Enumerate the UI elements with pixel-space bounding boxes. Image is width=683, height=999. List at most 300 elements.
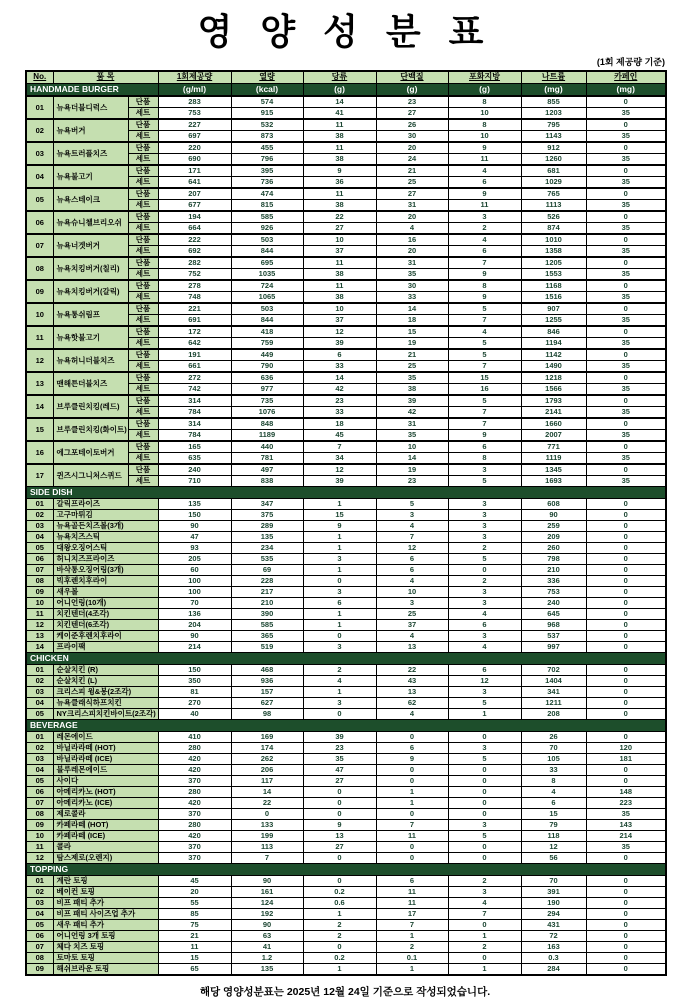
value-cell-4: 3 [448,631,521,642]
item-no: 01 [26,96,53,119]
value-cell-1: 135 [231,532,303,543]
value-cell-4: 3 [448,743,521,754]
value-cell-5: 15 [521,809,586,820]
value-cell-0: 748 [158,292,231,304]
value-cell-5: 1553 [521,269,586,281]
item-name: 새우 패티 추가 [53,920,158,931]
value-cell-5: 240 [521,598,586,609]
col-header-5: 단백질 [376,71,448,84]
item-no: 15 [26,418,53,441]
value-cell-6: 35 [586,108,666,120]
value-cell-0: 752 [158,269,231,281]
value-cell-2: 1 [303,532,376,543]
value-cell-1: 14 [231,787,303,798]
table-row [26,510,666,521]
value-cell-3: 11 [376,898,448,909]
value-cell-5: 907 [521,303,586,315]
value-cell-0: 150 [158,665,231,676]
value-cell-0: 136 [158,609,231,620]
value-cell-0: 100 [158,587,231,598]
value-cell-1: 217 [231,587,303,598]
table-row [26,831,666,842]
value-cell-6: 0 [586,920,666,931]
value-cell-4: 1 [448,964,521,976]
value-cell-0: 784 [158,430,231,442]
item-no: 08 [26,809,53,820]
value-cell-0: 207 [158,188,231,200]
table-row [26,887,666,898]
value-cell-1: 375 [231,510,303,521]
value-cell-1: 22 [231,798,303,809]
value-cell-4: 5 [448,338,521,350]
item-no: 03 [26,521,53,532]
value-cell-6: 35 [586,842,666,853]
value-cell-1: 418 [231,326,303,338]
value-cell-3: 5 [376,499,448,510]
value-cell-5: 997 [521,642,586,653]
value-cell-2: 47 [303,765,376,776]
value-cell-1: 157 [231,687,303,698]
table-row [26,587,666,598]
value-cell-1: 1076 [231,407,303,419]
value-cell-2: 0 [303,576,376,587]
item-name: 뉴욕스테이크 [53,188,128,211]
variant-label: 단품 [128,395,158,407]
value-cell-1: 497 [231,464,303,476]
value-cell-0: 280 [158,820,231,831]
value-cell-2: 9 [303,820,376,831]
value-cell-6: 35 [586,338,666,350]
value-cell-3: 13 [376,642,448,653]
value-cell-2: 33 [303,361,376,373]
value-cell-6: 0 [586,418,666,430]
value-cell-1: 1065 [231,292,303,304]
item-no: 01 [26,665,53,676]
section-header-row [26,84,666,97]
item-name: 케이준후렌치후라이 [53,631,158,642]
value-cell-3: 15 [376,326,448,338]
value-cell-3: 42 [376,407,448,419]
value-cell-6: 0 [586,876,666,887]
value-cell-5: 1490 [521,361,586,373]
variant-label: 세트 [128,338,158,350]
item-no: 09 [26,280,53,303]
table-row [26,743,666,754]
value-cell-2: 2 [303,920,376,931]
value-cell-6: 0 [586,931,666,942]
value-cell-1: 936 [231,676,303,687]
value-cell-6: 0 [586,709,666,720]
value-cell-3: 25 [376,609,448,620]
value-cell-5: 6 [521,798,586,809]
item-name: 뉴욕버거 [53,119,128,142]
value-cell-3: 19 [376,338,448,350]
value-cell-0: 641 [158,177,231,189]
item-name: 뉴욕클래식하프치킨 [53,698,158,709]
value-cell-1: 117 [231,776,303,787]
value-cell-3: 1 [376,798,448,809]
value-cell-0: 350 [158,676,231,687]
item-no: 09 [26,820,53,831]
value-cell-3: 25 [376,177,448,189]
variant-label: 세트 [128,223,158,235]
value-cell-2: 11 [303,188,376,200]
item-no: 05 [26,920,53,931]
item-name: 순살치킨 (L) [53,676,158,687]
value-cell-6: 0 [586,953,666,964]
value-cell-4: 3 [448,587,521,598]
item-no: 04 [26,165,53,188]
value-cell-4: 3 [448,820,521,831]
value-cell-4: 0 [448,920,521,931]
item-no: 14 [26,395,53,418]
value-cell-6: 0 [586,165,666,177]
section-title: CHICKEN [26,653,666,665]
value-cell-2: 39 [303,732,376,743]
variant-label: 단품 [128,119,158,131]
variant-label: 세트 [128,177,158,189]
value-cell-5: 1566 [521,384,586,396]
section-title: HANDMADE BURGER [26,84,158,97]
value-cell-6: 181 [586,754,666,765]
item-no: 01 [26,876,53,887]
value-cell-0: 47 [158,532,231,543]
value-cell-2: 10 [303,234,376,246]
value-cell-0: 194 [158,211,231,223]
item-no: 07 [26,942,53,953]
table-row [26,853,666,864]
value-cell-6: 143 [586,820,666,831]
item-name: 뉴욕슈니첼브리오쉬 [53,211,128,234]
value-cell-1: 695 [231,257,303,269]
value-cell-2: 0 [303,853,376,864]
value-cell-4: 1 [448,709,521,720]
table-row [26,565,666,576]
value-cell-0: 150 [158,510,231,521]
table-row [26,576,666,587]
table-row [26,942,666,953]
value-cell-2: 39 [303,338,376,350]
value-cell-1: 1189 [231,430,303,442]
value-cell-3: 14 [376,303,448,315]
col-header-item: 품 목 [53,71,158,84]
value-cell-0: 314 [158,395,231,407]
value-cell-5: 70 [521,743,586,754]
value-cell-3: 26 [376,119,448,131]
value-cell-1: 169 [231,732,303,743]
value-cell-5: 209 [521,532,586,543]
item-no: 06 [26,211,53,234]
value-cell-3: 31 [376,200,448,212]
value-cell-1: 228 [231,576,303,587]
value-cell-5: 846 [521,326,586,338]
value-cell-4: 7 [448,407,521,419]
variant-label: 세트 [128,384,158,396]
value-cell-4: 0 [448,765,521,776]
value-cell-3: 27 [376,108,448,120]
value-cell-1: 455 [231,142,303,154]
nutrition-table [25,70,667,976]
value-cell-1: 781 [231,453,303,465]
value-cell-1: 926 [231,223,303,235]
value-cell-5: 391 [521,887,586,898]
value-cell-6: 35 [586,154,666,166]
value-cell-0: 220 [158,142,231,154]
table-row [26,543,666,554]
section-header-row [26,487,666,499]
value-cell-5: 537 [521,631,586,642]
value-cell-6: 0 [586,909,666,920]
value-cell-2: 23 [303,743,376,754]
value-cell-1: 724 [231,280,303,292]
value-cell-2: 33 [303,407,376,419]
item-no: 09 [26,587,53,598]
value-cell-2: 0 [303,709,376,720]
value-cell-1: 289 [231,521,303,532]
value-cell-5: 1660 [521,418,586,430]
value-cell-0: 191 [158,349,231,361]
value-cell-0: 280 [158,743,231,754]
value-cell-6: 35 [586,292,666,304]
value-cell-6: 223 [586,798,666,809]
value-cell-0: 420 [158,765,231,776]
table-row [26,709,666,720]
variant-label: 단품 [128,257,158,269]
value-cell-5: 70 [521,876,586,887]
value-cell-4: 7 [448,315,521,327]
variant-label: 세트 [128,361,158,373]
value-cell-2: 34 [303,453,376,465]
value-cell-6: 0 [586,665,666,676]
value-cell-0: 60 [158,565,231,576]
value-cell-0: 20 [158,887,231,898]
value-cell-3: 10 [376,441,448,453]
value-cell-4: 12 [448,676,521,687]
value-cell-5: 1205 [521,257,586,269]
value-cell-5: 1345 [521,464,586,476]
value-cell-2: 27 [303,842,376,853]
value-cell-0: 692 [158,246,231,258]
value-cell-1: 133 [231,820,303,831]
value-cell-2: 1 [303,620,376,631]
item-no: 08 [26,257,53,280]
item-no: 07 [26,798,53,809]
item-no: 03 [26,142,53,165]
value-cell-3: 11 [376,887,448,898]
variant-label: 단품 [128,165,158,177]
variant-label: 단품 [128,280,158,292]
value-cell-2: 12 [303,326,376,338]
value-cell-6: 0 [586,96,666,108]
item-name: 아메리카노 (ICE) [53,798,158,809]
value-cell-2: 35 [303,754,376,765]
unit-label-3: (g) [376,84,448,97]
col-header-3: 열량 [231,71,303,84]
value-cell-6: 0 [586,303,666,315]
table-row [26,464,666,476]
value-cell-6: 0 [586,280,666,292]
value-cell-1: 636 [231,372,303,384]
item-name: 계란 토핑 [53,876,158,887]
value-cell-1: 532 [231,119,303,131]
value-cell-6: 0 [586,349,666,361]
value-cell-4: 6 [448,620,521,631]
value-cell-4: 4 [448,898,521,909]
value-cell-6: 35 [586,453,666,465]
value-cell-2: 36 [303,177,376,189]
value-cell-4: 3 [448,521,521,532]
value-cell-1: 192 [231,909,303,920]
value-cell-4: 6 [448,665,521,676]
value-cell-5: 1255 [521,315,586,327]
item-name: 뉴욕핫불고기 [53,326,128,349]
item-name: 고구마튀김 [53,510,158,521]
value-cell-6: 0 [586,576,666,587]
item-no: 04 [26,698,53,709]
value-cell-6: 0 [586,765,666,776]
value-cell-1: 535 [231,554,303,565]
value-cell-2: 11 [303,257,376,269]
value-cell-2: 0 [303,798,376,809]
value-cell-0: 420 [158,831,231,842]
value-cell-5: 608 [521,499,586,510]
table-row [26,372,666,384]
value-cell-6: 0 [586,631,666,642]
table-row [26,698,666,709]
variant-label: 세트 [128,154,158,166]
table-row [26,732,666,743]
serving-basis-note: (1회 제공량 기준) [596,57,665,68]
value-cell-6: 35 [586,246,666,258]
value-cell-0: 314 [158,418,231,430]
table-row [26,687,666,698]
value-cell-3: 13 [376,687,448,698]
table-row [26,754,666,765]
value-cell-4: 0 [448,809,521,820]
value-cell-6: 35 [586,361,666,373]
value-cell-3: 3 [376,510,448,521]
value-cell-6: 35 [586,315,666,327]
value-cell-6: 0 [586,964,666,976]
value-cell-3: 10 [376,587,448,598]
value-cell-6: 0 [586,510,666,521]
value-cell-5: 1404 [521,676,586,687]
table-row [26,418,666,430]
variant-label: 세트 [128,476,158,487]
table-row [26,188,666,200]
item-no: 05 [26,543,53,554]
value-cell-3: 6 [376,554,448,565]
value-cell-2: 13 [303,831,376,842]
value-cell-1: 206 [231,765,303,776]
value-cell-4: 1 [448,931,521,942]
value-cell-4: 3 [448,687,521,698]
value-cell-4: 7 [448,418,521,430]
value-cell-1: 735 [231,395,303,407]
value-cell-0: 90 [158,521,231,532]
value-cell-6: 0 [586,587,666,598]
value-cell-1: 124 [231,898,303,909]
value-cell-2: 1 [303,565,376,576]
item-name: 허니치즈프라이즈 [53,554,158,565]
item-no: 02 [26,676,53,687]
value-cell-2: 10 [303,303,376,315]
value-cell-1: 873 [231,131,303,143]
value-cell-2: 14 [303,96,376,108]
variant-label: 단품 [128,441,158,453]
item-no: 06 [26,787,53,798]
value-cell-4: 3 [448,499,521,510]
table-row [26,631,666,642]
value-cell-4: 0 [448,776,521,787]
value-cell-0: 677 [158,200,231,212]
value-cell-0: 93 [158,543,231,554]
value-cell-2: 1 [303,609,376,620]
table-row [26,211,666,223]
value-cell-5: 765 [521,188,586,200]
value-cell-2: 3 [303,698,376,709]
value-cell-6: 0 [586,499,666,510]
value-cell-0: 45 [158,876,231,887]
value-cell-2: 42 [303,384,376,396]
table-row [26,609,666,620]
item-no: 05 [26,776,53,787]
value-cell-4: 4 [448,326,521,338]
value-cell-1: 113 [231,842,303,853]
value-cell-3: 0 [376,853,448,864]
item-no: 03 [26,687,53,698]
col-header-7: 나트륨 [521,71,586,84]
value-cell-6: 35 [586,131,666,143]
value-cell-4: 2 [448,223,521,235]
value-cell-5: 284 [521,964,586,976]
value-cell-6: 0 [586,898,666,909]
value-cell-1: 174 [231,743,303,754]
value-cell-4: 10 [448,131,521,143]
item-no: 08 [26,953,53,964]
variant-label: 단품 [128,211,158,223]
value-cell-1: 627 [231,698,303,709]
item-name: 블루레몬에이드 [53,765,158,776]
value-cell-1: 468 [231,665,303,676]
item-no: 04 [26,909,53,920]
value-cell-5: 702 [521,665,586,676]
value-cell-5: 12 [521,842,586,853]
item-name: 뉴욕치즈스틱 [53,532,158,543]
value-cell-3: 1 [376,931,448,942]
value-cell-5: 1194 [521,338,586,350]
value-cell-0: 204 [158,620,231,631]
value-cell-3: 20 [376,211,448,223]
value-cell-5: 190 [521,898,586,909]
item-no: 07 [26,565,53,576]
table-row [26,257,666,269]
item-no: 08 [26,576,53,587]
value-cell-4: 5 [448,303,521,315]
value-cell-3: 0 [376,809,448,820]
item-name: 퀸즈시그니처스퀴드 [53,464,128,487]
value-cell-5: 163 [521,942,586,953]
item-name: 뉴욕통쉬림프 [53,303,128,326]
item-name: 비프 패티 추가 [53,898,158,909]
value-cell-0: 15 [158,953,231,964]
value-cell-3: 31 [376,418,448,430]
value-cell-2: 4 [303,676,376,687]
value-cell-2: 22 [303,211,376,223]
value-cell-6: 0 [586,942,666,953]
value-cell-4: 4 [448,609,521,620]
value-cell-4: 9 [448,142,521,154]
